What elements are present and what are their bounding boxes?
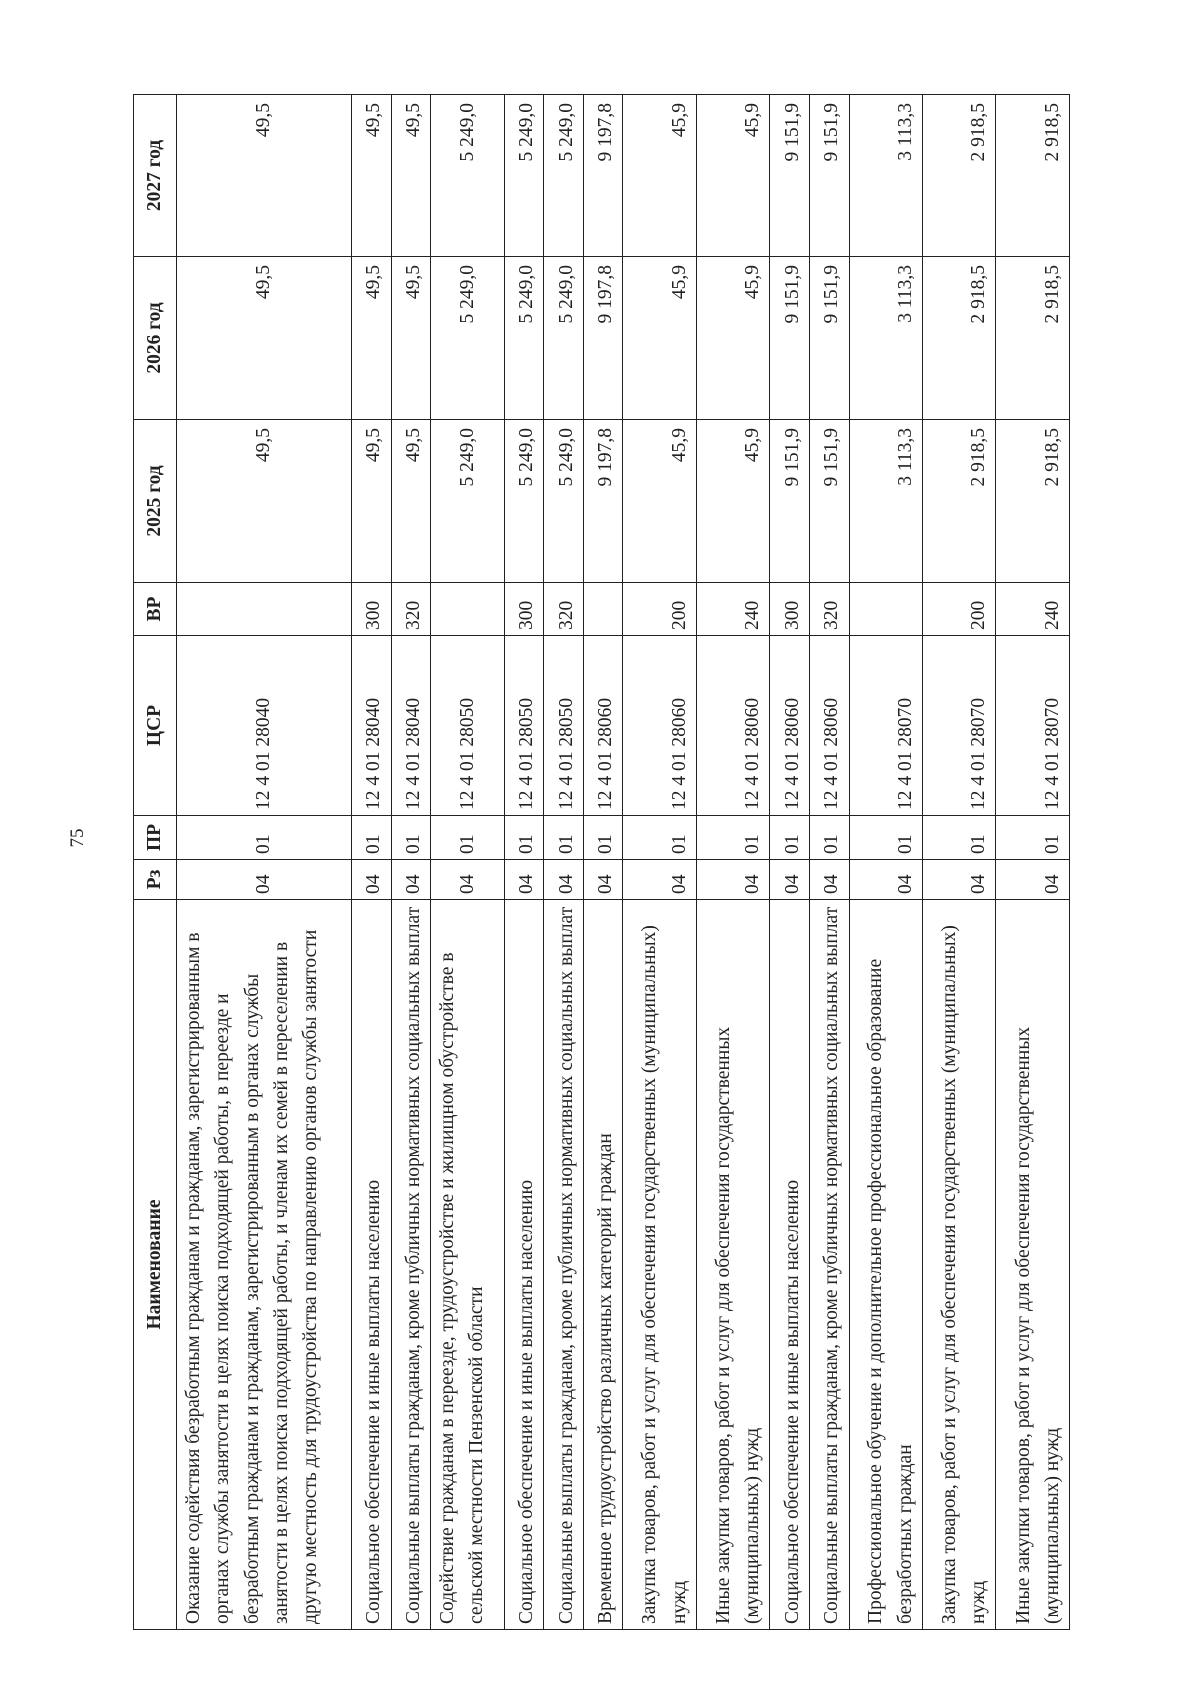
table-row (504, 95, 544, 1630)
cell-2026: 45,9 (623, 257, 696, 420)
cell-csr: 12 4 01 28060 (696, 636, 769, 816)
cell-rz: 04 (504, 860, 544, 900)
cell-2027: 49,5 (391, 95, 431, 257)
cell-vr (849, 583, 922, 636)
cell-rz: 04 (583, 860, 623, 900)
table-row (849, 95, 922, 1630)
cell-vr: 300 (351, 583, 391, 636)
cell-vr: 320 (544, 583, 584, 636)
cell-vr: 320 (391, 583, 431, 636)
cell-name: Содействие гражданам в переезде, трудоустройстве и жилищном обустройстве в сельской местности Пензенской области (431, 900, 504, 1630)
cell-csr: 12 4 01 28060 (770, 636, 810, 816)
cell-pr: 01 (583, 816, 623, 860)
cell-2027: 45,9 (623, 95, 696, 257)
header-vr: ВР (134, 583, 177, 636)
cell-2025: 9 197,8 (583, 420, 623, 583)
cell-vr: 300 (504, 583, 544, 636)
cell-2025: 5 249,0 (504, 420, 544, 583)
table-row (391, 95, 431, 1630)
cell-csr: 12 4 01 28060 (583, 636, 623, 816)
table-row (351, 95, 391, 1630)
cell-name: Оказание содействия безработным гражданам и гражданам, зарегистрированным в органах службы занятости в целях поиска подходящей работы, в переезде и безработным гражданам и гражданам, зарегистрированным в органах службы занятости в целях поиска подходящей работы, и членам их семей в переселении в другую местность для трудоустройства по направлению органов службы занятости (177, 900, 352, 1630)
cell-csr: 12 4 01 28050 (544, 636, 584, 816)
header-pr: ПР (134, 816, 177, 860)
cell-2026: 45,9 (696, 257, 769, 420)
cell-rz: 04 (623, 860, 696, 900)
cell-rz: 04 (809, 860, 849, 900)
cell-name: Социальные выплаты гражданам, кроме публичных нормативных социальных выплат (809, 900, 849, 1630)
cell-2027: 49,5 (351, 95, 391, 257)
cell-name: Закупка товаров, работ и услуг для обеспечения государственных (муниципальных) нужд (922, 900, 995, 1630)
table-row (544, 95, 584, 1630)
cell-pr: 01 (696, 816, 769, 860)
cell-csr: 12 4 01 28060 (809, 636, 849, 816)
cell-2025: 49,5 (177, 420, 352, 583)
table-row (583, 95, 623, 1630)
table-row (431, 95, 504, 1630)
cell-2027: 5 249,0 (431, 95, 504, 257)
cell-pr: 01 (623, 816, 696, 860)
cell-2025: 49,5 (391, 420, 431, 583)
cell-2025: 2 918,5 (922, 420, 995, 583)
cell-2027: 45,9 (696, 95, 769, 257)
cell-rz: 04 (391, 860, 431, 900)
cell-vr (583, 583, 623, 636)
page-number: 75 (67, 828, 88, 848)
cell-2026: 49,5 (177, 257, 352, 420)
cell-2025: 5 249,0 (431, 420, 504, 583)
cell-pr: 01 (431, 816, 504, 860)
cell-vr: 240 (996, 583, 1070, 636)
cell-rz: 04 (922, 860, 995, 900)
header-2027: 2027 год (134, 95, 177, 257)
cell-pr: 01 (351, 816, 391, 860)
cell-rz: 04 (849, 860, 922, 900)
cell-2027: 2 918,5 (922, 95, 995, 257)
cell-vr (431, 583, 504, 636)
header-row (134, 95, 177, 1630)
cell-vr: 320 (809, 583, 849, 636)
cell-csr: 12 4 01 28040 (177, 636, 352, 816)
table-row (177, 95, 352, 1630)
cell-pr: 01 (504, 816, 544, 860)
cell-rz: 04 (770, 860, 810, 900)
cell-2027: 5 249,0 (504, 95, 544, 257)
cell-csr: 12 4 01 28070 (849, 636, 922, 816)
header-csr: ЦСР (134, 636, 177, 816)
cell-2025: 49,5 (351, 420, 391, 583)
cell-2027: 49,5 (177, 95, 352, 257)
cell-2026: 9 197,8 (583, 257, 623, 420)
cell-pr: 01 (922, 816, 995, 860)
cell-rz: 04 (177, 860, 352, 900)
cell-vr (177, 583, 352, 636)
cell-vr: 200 (922, 583, 995, 636)
cell-2025: 3 113,3 (849, 420, 922, 583)
cell-pr: 01 (177, 816, 352, 860)
header-rz: Рз (134, 860, 177, 900)
cell-name: Социальное обеспечение и иные выплаты населению (504, 900, 544, 1630)
budget-table (133, 94, 1070, 1630)
cell-2027: 2 918,5 (996, 95, 1070, 257)
cell-csr: 12 4 01 28050 (504, 636, 544, 816)
cell-2026: 49,5 (391, 257, 431, 420)
cell-name: Социальные выплаты гражданам, кроме публичных нормативных социальных выплат (544, 900, 584, 1630)
cell-name: Социальное обеспечение и иные выплаты населению (351, 900, 391, 1630)
cell-2026: 5 249,0 (504, 257, 544, 420)
cell-rz: 04 (431, 860, 504, 900)
cell-2027: 5 249,0 (544, 95, 584, 257)
cell-rz: 04 (696, 860, 769, 900)
cell-name: Профессиональное обучение и дополнительное профессиональное образование безработных граждан (849, 900, 922, 1630)
cell-rz: 04 (996, 860, 1070, 900)
cell-2025: 9 151,9 (770, 420, 810, 583)
cell-csr: 12 4 01 28040 (391, 636, 431, 816)
cell-name: Закупка товаров, работ и услуг для обеспечения государственных (муниципальных) нужд (623, 900, 696, 1630)
cell-name: Временное трудоустройство различных категорий граждан (583, 900, 623, 1630)
table-row (996, 95, 1070, 1630)
header-2025: 2025 год (134, 420, 177, 583)
cell-pr: 01 (809, 816, 849, 860)
cell-2027: 9 151,9 (770, 95, 810, 257)
table-row (809, 95, 849, 1630)
cell-2025: 5 249,0 (544, 420, 584, 583)
cell-pr: 01 (996, 816, 1070, 860)
cell-rz: 04 (351, 860, 391, 900)
cell-2025: 45,9 (623, 420, 696, 583)
cell-2027: 9 151,9 (809, 95, 849, 257)
cell-2025: 9 151,9 (809, 420, 849, 583)
cell-2026: 3 113,3 (849, 257, 922, 420)
cell-2026: 2 918,5 (996, 257, 1070, 420)
header-name: Наименование (134, 900, 177, 1630)
cell-csr: 12 4 01 28050 (431, 636, 504, 816)
cell-vr: 200 (623, 583, 696, 636)
cell-name: Иные закупки товаров, работ и услуг для обеспечения государственных (муниципальных) нужд (696, 900, 769, 1630)
cell-2025: 2 918,5 (996, 420, 1070, 583)
cell-csr: 12 4 01 28070 (996, 636, 1070, 816)
cell-csr: 12 4 01 28070 (922, 636, 995, 816)
cell-pr: 01 (770, 816, 810, 860)
cell-vr: 300 (770, 583, 810, 636)
cell-2027: 9 197,8 (583, 95, 623, 257)
cell-2027: 3 113,3 (849, 95, 922, 257)
cell-pr: 01 (544, 816, 584, 860)
cell-name: Социальное обеспечение и иные выплаты населению (770, 900, 810, 1630)
header-2026: 2026 год (134, 257, 177, 420)
cell-2026: 9 151,9 (809, 257, 849, 420)
table-container (133, 95, 1070, 1630)
cell-2025: 45,9 (696, 420, 769, 583)
table-row (696, 95, 769, 1630)
cell-rz: 04 (544, 860, 584, 900)
cell-csr: 12 4 01 28060 (623, 636, 696, 816)
cell-name: Иные закупки товаров, работ и услуг для обеспечения государственных (муниципальных) нужд (996, 900, 1070, 1630)
cell-2026: 5 249,0 (431, 257, 504, 420)
cell-2026: 5 249,0 (544, 257, 584, 420)
cell-csr: 12 4 01 28040 (351, 636, 391, 816)
cell-name: Социальные выплаты гражданам, кроме публичных нормативных социальных выплат (391, 900, 431, 1630)
cell-2026: 49,5 (351, 257, 391, 420)
cell-2026: 2 918,5 (922, 257, 995, 420)
cell-vr: 240 (696, 583, 769, 636)
cell-pr: 01 (391, 816, 431, 860)
cell-pr: 01 (849, 816, 922, 860)
cell-2026: 9 151,9 (770, 257, 810, 420)
table-row (922, 95, 995, 1630)
table-row (770, 95, 810, 1630)
table-row (623, 95, 696, 1630)
